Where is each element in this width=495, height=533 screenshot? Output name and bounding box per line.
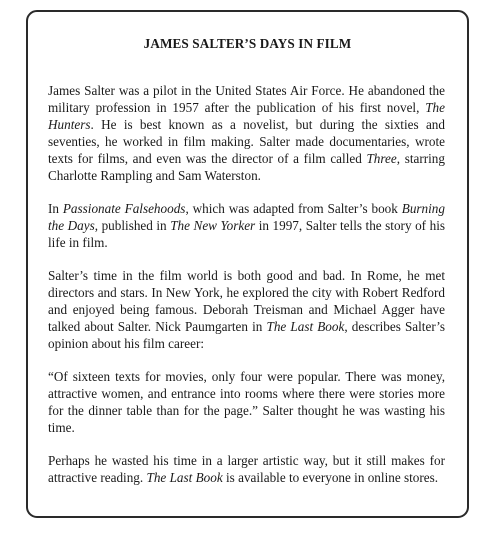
paragraph-text: , describes Salter’s opinion about his film career:	[48, 319, 445, 351]
article-body	[48, 82, 445, 486]
italic-title-text: Three	[366, 151, 397, 166]
italic-title-text: The New Yorker	[170, 218, 256, 233]
italic-title-text: The Last Book	[146, 470, 223, 485]
paragraph-text: Perhaps he wasted his time in a larger artistic way, but it still makes for attractive reading.	[48, 453, 445, 485]
paragraph-text: , starring Charlotte Rampling and Sam Waterston.	[48, 151, 445, 183]
paragraph-text: Salter’s time in the film world is both good and bad. In Rome, he met directors and stars. In New York, he explored the city with Robert Redford and enjoyed being famous. Deborah Treisman and Michael Agger have talked about Salter. Nick Paumgarten in	[48, 268, 445, 334]
article-card	[26, 10, 469, 518]
article-title: JAMES SALTER’S DAYS IN FILM	[143, 36, 352, 51]
paragraph-text: James Salter was a pilot in the United States Air Force. He abandoned the military profession in 1957 after the publication of his first novel,	[48, 83, 445, 115]
italic-title-text: Burning the Days	[48, 201, 445, 233]
italic-title-text: Passionate Falsehoods	[62, 201, 186, 216]
article-paragraph	[48, 82, 445, 184]
paragraph-text: In	[48, 201, 63, 216]
paragraph-text: in 1997, Salter tells the story of his life in film.	[48, 218, 445, 250]
article-paragraph	[48, 200, 445, 251]
article-paragraph	[48, 368, 445, 436]
paragraph-text: , which was adapted from Salter’s book	[185, 201, 402, 216]
paragraph-text: , published in	[94, 218, 171, 233]
article-paragraph	[48, 267, 445, 352]
paragraph-text: “Of sixteen texts for movies, only four were popular. There was money, attractive women, and entrance into rooms where there were stories more for the dinner table than for the page.” Salter thought he was wasting his time.	[48, 369, 445, 435]
italic-title-text: The Last Book	[266, 319, 345, 334]
paragraph-text: . He is best known as a novelist, but during the sixties and seventies, he worked in film making. Salter made documentaries, wrote texts for films, and even was the director of a film called	[48, 117, 445, 166]
article-paragraph	[48, 452, 445, 486]
paragraph-text: is available to everyone in online stores.	[222, 470, 439, 485]
italic-title-text: The Hunters	[48, 100, 445, 132]
